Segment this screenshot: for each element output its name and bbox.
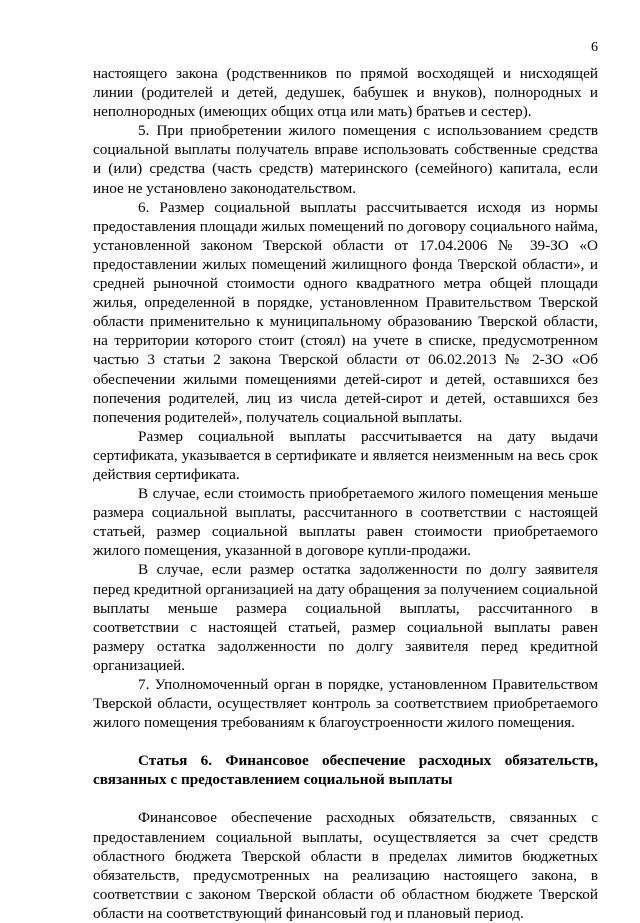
- paragraph-item-6: 6. Размер социальной выплаты рассчитывается исходя из нормы предоставления площади жилых помещений по договору социального найма, установленной законом Тверской области от 17.04.2006 № 39-ЗО «О предоставлении жилых помещений жилищного фонда Тверской области», и средней рыночной стоимости одного квадратного метра общей площади жилья, определенной в порядке, установленном Правительством Тверской области применительно к муниципальному образованию Тверской области, на территории которого стоит (стоял) на учете в списке, предусмотренном частью 3 статьи 2 закона Тверской области от 06.02.2013 № 2-ЗО «Об обеспечении жилыми помещениями детей-сирот и детей, оставшихся без попечения родителей, лиц из числа детей-сирот и детей, оставшихся без попечения родителей», получатель социальной выплаты.: [93, 198, 598, 426]
- paragraph-financing: Финансовое обеспечение расходных обязательств, связанных с предоставлением социальной выплаты, осуществляется за счет средств областного бюджета Тверской области в пределах лимитов бюджетных обязательств, предусмотренных на реализацию настоящего закона, в соответствии с законом Тверской области об областном бюджете Тверской области на соответствующий финансовый год и плановый период.: [93, 809, 598, 922]
- paragraph-cost-less: В случае, если стоимость приобретаемого жилого помещения меньше размера социальной выплаты, рассчитанного в соответствии с настоящей статьей, размер социальной выплаты равен стоимости приобретаемого жилого помещения, указанной в договоре купли-продажи.: [93, 485, 598, 560]
- page-number: 6: [591, 40, 598, 55]
- article-heading: Статья 6. Финансовое обеспечение расходных обязательств, связанных с предоставлением социальной выплаты: [93, 752, 598, 789]
- document-body: [93, 64, 598, 923]
- paragraph-item-7: 7. Уполномоченный орган в порядке, установленном Правительством Тверской области, осуществляет контроль за соответствием приобретаемого жилого помещения требованиям к благоустроенности жилого помещения.: [93, 676, 598, 732]
- paragraph-continuation: настоящего закона (родственников по прямой восходящей и нисходящей линии (родителей и детей, дедушек, бабушек и внуков), полнородных и неполнородных (имеющих общих отца или мать) братьев и сестер).: [93, 65, 598, 121]
- paragraph-debt-less: В случае, если размер остатка задолженности по долгу заявителя перед кредитной организацией на дату обращения за получением социальной выплаты меньше размера социальной выплаты, рассчитанного в соответствии с настоящей статьей, размер социальной выплаты равен размеру остатка задолженности по долгу заявителя перед кредитной организацией.: [93, 561, 598, 674]
- paragraph-item-5: 5. При приобретении жилого помещения с использованием средств социальной выплаты получатель вправе использовать собственные средства и (или) средства (часть средств) материнского (семейного) капитала, если иное не установлено законодательством.: [93, 122, 598, 197]
- paragraph-payment-date: Размер социальной выплаты рассчитывается на дату выдачи сертификата, указывается в сертификате и является неизменным на весь срок действия сертификата.: [93, 427, 598, 483]
